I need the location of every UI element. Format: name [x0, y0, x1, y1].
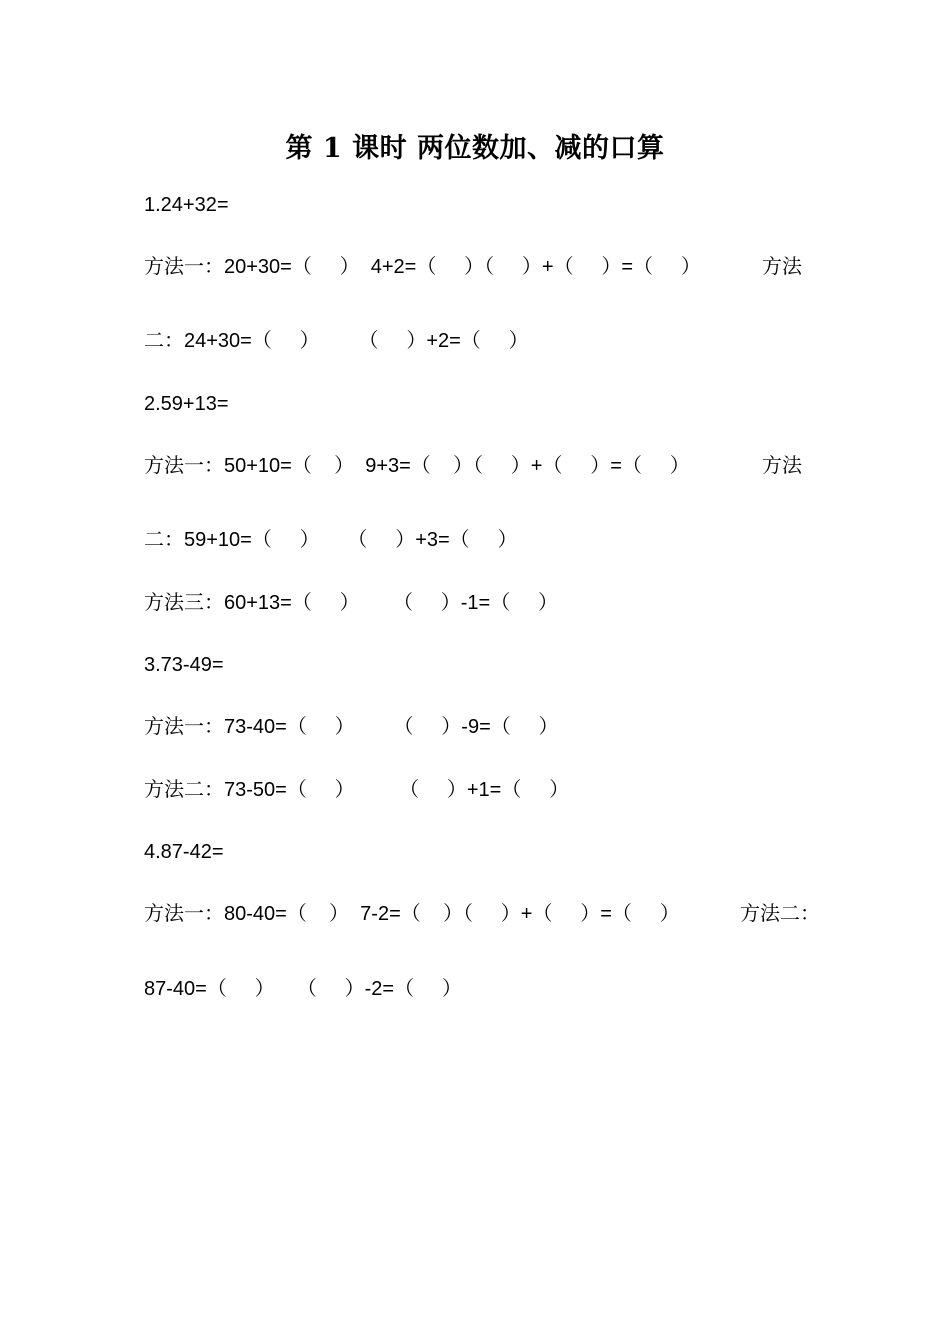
page-title: 第 1 课时 两位数加、减的口算 [285, 133, 665, 164]
problem-1-method-2-label: 方法 [762, 256, 802, 278]
problem-3-method-2: 方法二：73-50=（ ） （ ）+1=（ ） [144, 779, 570, 801]
problem-1-method-1: 方法一：20+30=（ ） 4+2=（ ）（ ）+（ ）=（ ） [144, 256, 701, 278]
problem-2-method-3: 方法三：60+13=（ ） （ ）-1=（ ） [144, 592, 559, 614]
problem-2-method-2: 二：59+10=（ ） （ ）+3=（ ） [144, 529, 518, 551]
problem-3-question: 3.73-49= [144, 654, 224, 676]
problem-4-method-2-label: 方法二： [740, 903, 820, 925]
problem-2-method-2-label: 方法 [762, 455, 802, 477]
problem-4-question: 4.87-42= [144, 841, 224, 863]
problem-3-method-1: 方法一：73-40=（ ） （ ）-9=（ ） [144, 716, 559, 738]
problem-1-question: 1.24+32= [144, 194, 229, 216]
problem-4-method-2: 87-40=（ ） （ ）-2=（ ） [144, 978, 462, 1000]
problem-2-method-1: 方法一：50+10=（ ） 9+3=（ ）（ ）+（ ）=（ ） [144, 455, 690, 477]
problem-4-method-1: 方法一：80-40=（ ） 7-2=（ ）（ ）+（ ）=（ ） [144, 903, 680, 925]
problem-1-method-2: 二：24+30=（ ） （ ）+2=（ ） [144, 330, 529, 352]
problem-2-question: 2.59+13= [144, 393, 229, 415]
